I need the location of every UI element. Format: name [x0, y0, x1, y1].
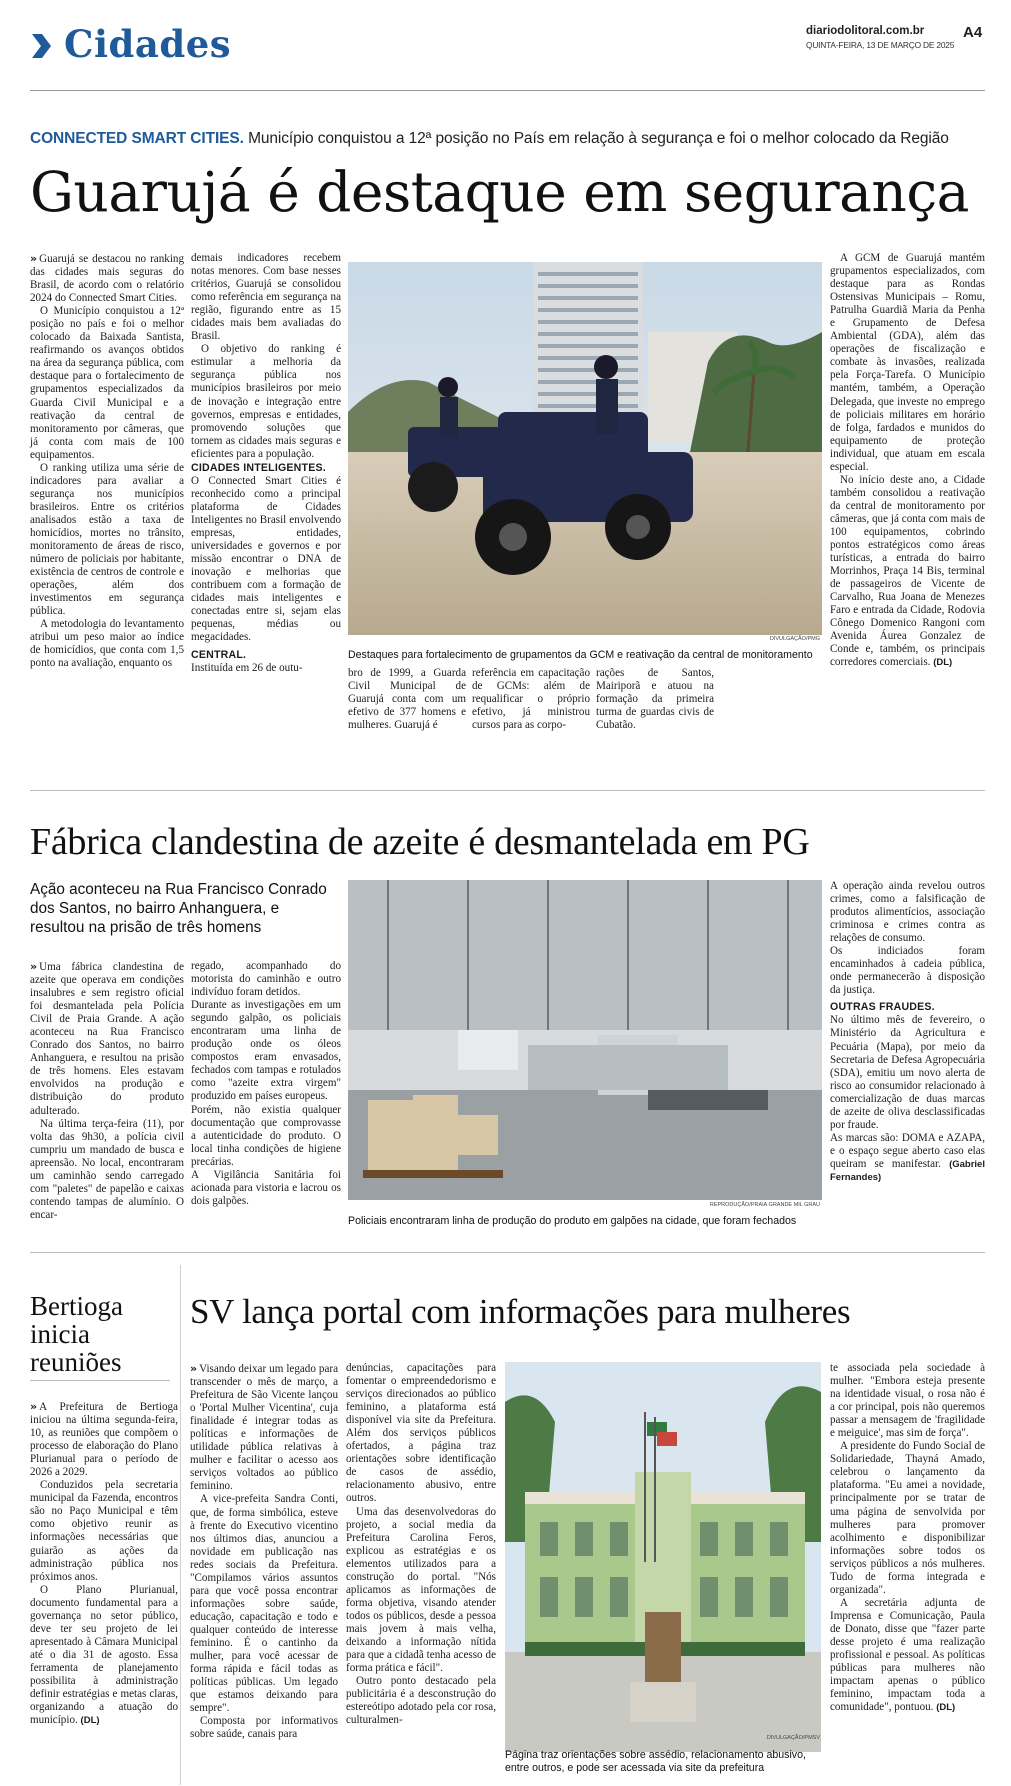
- paragraph: Outro ponto destacado pela publicitária é a desconstrução do estereótipo adotado pela cor rosa, culturalmen-: [346, 1675, 496, 1727]
- photo-caption: Destaques para fortalecimento de grupamentos da GCM e reativação da central de monitoramento: [348, 649, 813, 661]
- paragraph: A GCM de Guarujá mantém grupamentos especializados, com destaque para as Rondas Ostensivas Municipais – Romu, Patrulha Guardiã Maria da Penha e Grupamento de Defesa Ambiental (GDA), além das operações de fiscalização e combate às invasões, realizada pela Força-Tarefa. O Município mantém, também, a Operação Delegada, que investe no emprego de policiais militares em horário de folga, fardados e munidos do equipamento de proteção individual, que atuam em escala especial.: [830, 252, 985, 473]
- paragraph: A presidente do Fundo Social de Solidariedade, Thayná Amado, celebrou o lançamento da plataforma. "Eu amei a novidade, principalmente por se tratar de uma página de senvolvida por mulheres para promover acolhimento e disponibilizar informações sobre todos os serviços públicos a nós mulheres. Tudo de forma integrada e organizada".: [830, 1440, 985, 1596]
- article-column: [346, 1362, 496, 1727]
- paragraph: O Connected Smart Cities é reconhecido como a principal plataforma de Cidades Inteligentes no Brasil envolvendo empresas, entidades, universidades e governos e por missão encontrar o DNA de inovação e melhorias que contribuem com a formação de cidades mais inteligentes e conectadas entre si, sejam elas pequenas, médias ou megacidades.: [191, 474, 341, 644]
- article-column: [191, 960, 341, 1208]
- chevron-icon: »: [30, 1400, 38, 1413]
- publication-date: QUINTA-FEIRA, 13 DE MARÇO DE 2025: [806, 40, 955, 50]
- paragraph: O ranking utiliza uma série de indicadores para avaliar a segurança nos municípios brasileiros. Entre os critérios analisados estão a taxa de homicídios, mortes no trânsito, monitoramento de áreas de risco, número de policiais por habitante, existência de centros de controle e operações, além dos investimentos em segurança pública.: [30, 461, 184, 618]
- deck: Ação aconteceu na Rua Francisco Conrado dos Santos, no bairro Anhanguera, e resultou na prisão de três homens: [30, 881, 327, 936]
- paragraph: demais indicadores recebem notas menores. Com base nesses critérios, Guarujá se consolidou como referência em segurança na região, figurando entre as 15 cidades mais bem avaliadas do Brasil.: [191, 252, 341, 343]
- paragraph: No último mês de fevereiro, o Ministério da Agricultura e Pecuária (Mapa), por meio da Secretaria de Defesa Agropecuária (SDA), emitiu um novo alerta de risco ao consumidor relacionado à comercialização de duas marcas de azeite de oliva desclassificadas por fraude.: [830, 1014, 985, 1131]
- photo-fabrica-azeite: [348, 880, 822, 1200]
- paragraph: » Guarujá se destacou no ranking das cidades mais seguras do Brasil, de acordo com o relatório 2024 do Connected Smart Cities.: [30, 252, 184, 305]
- paragraph: As marcas são: DOMA e AZAPA, e o espaço segue aberto caso elas queiram se manifestar. (Gabriel Fernandes): [830, 1131, 985, 1183]
- paragraph: O objetivo do ranking é estimular a melhoria da segurança pública nos municípios brasileiros por meio de inovação e integração entre governos, empresas e entidades, promovendo soluções que tornem as cidades mais seguras e eficientes para a população.: [191, 343, 341, 460]
- headline: Guarujá é destaque em segurança: [30, 160, 969, 224]
- article-column: [348, 667, 466, 732]
- kicker-label: CONNECTED SMART CITIES.: [30, 130, 244, 147]
- paragraph: Composta por informativos sobre saúde, canais para: [190, 1715, 338, 1741]
- subheading: CIDADES INTELIGENTES.: [191, 461, 326, 474]
- headline: Bertioga inicia reuniões: [30, 1291, 123, 1377]
- paragraph: A operação ainda revelou outros crimes, como a falsificação de produtos alimentícios, associação criminosa e crimes contra as relações de consumo.: [830, 880, 985, 945]
- photo-caption: Policiais encontraram linha de produção do produto em galpões na cidade, que foram fechados: [348, 1215, 797, 1227]
- paragraph: Porém, não existia qualquer documentação que comprovasse a autenticidade do produto. O local tinha condições de higiene precárias.: [191, 1103, 341, 1168]
- article-column: [830, 1362, 985, 1714]
- article-column: [596, 667, 714, 732]
- article-column: [830, 880, 985, 1184]
- paragraph: A Vigilância Sanitária foi acionada para vistoria e lacrou os dois galpões.: [191, 1168, 341, 1207]
- paragraph: Os indiciados foram encaminhados à cadeia pública, onde permanecerão à disposição da justiça.: [830, 945, 985, 997]
- photo-credit: DIVULGAÇÃO/PMG: [769, 636, 820, 642]
- paragraph: denúncias, capacitações para fomentar o empreendedorismo e serviços direcionados ao público feminino, a plataforma está disponível via site da Prefeitura. Além dos serviços públicos ofertados, a página traz orientações sobre identificação de casos de assédio, relacionamento abusivo, entre outros.: [346, 1362, 496, 1505]
- paragraph: bro de 1999, a Guarda Civil Municipal de Guarujá conta com um efetivo de 377 homens e mulheres. Guarujá é: [348, 667, 466, 732]
- paragraph: » Uma fábrica clandestina de azeite que operava em condições insalubres e sem registro oficial foi desmantelada pela Polícia Civil de Praia Grande. A ação aconteceu na Rua Francisco Conrado dos Santos, no bairro Anhanguera, e resultou na prisão de três homens. Eles estavam envolvidos na produção e distribuição do produto adulterado.: [30, 960, 184, 1117]
- paragraph: A secretária adjunta de Imprensa e Comunicação, Paula de Donato, disse que "fazer parte desse projeto é uma realização profissional e pessoal. As políticas públicas para mulheres não impactam apenas o público feminino, impactam toda a comunidade", pontuou. (DL): [830, 1596, 985, 1714]
- section-title: Cidades: [64, 22, 232, 66]
- paragraph: Na última terça-feira (11), por volta das 9h30, a polícia civil cumpriu um mandado de busca e apreensão. No local, encontraram um caminhão sendo carregado com "paletes" de papelão e caixas contendo tampas de alumínio. O encar-: [30, 1117, 184, 1221]
- article-column: [191, 252, 341, 675]
- photo-gcm-quadriciclos: [348, 262, 822, 635]
- paragraph: Conduzidos pela secretaria municipal da Fazenda, encontros são no Paço Municipal e têm como objetivo reunir as informações necessárias que guiarão as ações da administração pública nos próximos anos.: [30, 1479, 178, 1583]
- article-column: [190, 1362, 338, 1741]
- article-kicker: [30, 130, 990, 148]
- section-header: [30, 24, 985, 84]
- paragraph: » Visando deixar um legado para transcender o mês de março, a Prefeitura de São Vicente lançou o 'Portal Mulher Vicentina', cuja finalidade é integrar todas as políticas e informações de utilidade pública relativas à mulher e facilitar o acesso aos serviços voltados ao público feminino.: [190, 1362, 338, 1493]
- chevron-icon: »: [30, 252, 38, 265]
- paragraph: te associada pela sociedade à mulher. "Embora esteja presente na identidade visual, o rosa não é a cor principal, pois não queremos passar a mensagem de 'fragilidade e meiguice', mas sim de força".: [830, 1362, 985, 1440]
- photo-credit: DIVULGAÇÃO/PMSV: [766, 1735, 820, 1741]
- paragraph: Uma das desenvolvedoras do projeto, a social media da Prefeitura Carolina Feros, explicou as estratégias e os elementos utilizados para a construção do portal. "Nós aplicamos as informações de forma objetiva, visando atender todos os públicos, desde a pessoa mais jovem à mais velha, deixando a informação nítida para que a cidadã tenha acesso de forma prática e fácil".: [346, 1505, 496, 1675]
- site-url[interactable]: diariodolitoral.com.br: [806, 25, 925, 37]
- article-column: [30, 1400, 178, 1727]
- paragraph: O Município conquistou a 12ª posição no país e foi o melhor colocado da Baixada Santista, reafirmando os avanços obtidos na área da segurança pública, com destaque para o fortalecimento de grupamentos especializados da Guarda Civil Municipal e a reativação da central de monitoramento por câmeras, que já conta com mais de 100 equipamentos.: [30, 305, 184, 461]
- photo-caption: Página traz orientações sobre assédio, relacionamento abusivo, entre outros, e pode ser acessada via site da prefeitura: [505, 1749, 806, 1774]
- paragraph: » A Prefeitura de Bertioga iniciou na última segunda-feira, 10, as reuniões que compõem o processo de elaboração do Plano Plurianual para o período de 2026 a 2029.: [30, 1400, 178, 1479]
- photo-prefeitura-sv: [505, 1362, 821, 1752]
- article-column: [30, 960, 184, 1222]
- paragraph: No início deste ano, a Cidade também consolidou a reativação da central de monitoramento por câmeras, que já conta com mais de 100 equipamentos, cobrindo pontos estratégicos como áreas turísticas, a entrada do bairro Morrinhos, Praça 14 Bis, terminal de passageiros de Vicente de Carvalho, Rua Joana de Menezes Faro e entrada da Cidade, Rodovia Cônego Domenico Rangoni com Avenida Áurea Gonzalez de Conde e, também, os principais corredores comerciais. (DL): [830, 473, 985, 669]
- chevron-right-icon: [30, 32, 52, 60]
- paragraph: regado, acompanhado do motorista do caminhão e outro indivíduo foram detidos.: [191, 960, 341, 999]
- article-column: [30, 252, 184, 671]
- photo-credit: REPRODUÇÃO/PRAIA GRANDE MIL GRAU: [709, 1202, 820, 1208]
- page-number: A4: [963, 24, 983, 41]
- paragraph: A vice-prefeita Sandra Conti, que, de forma simbólica, esteve à frente do Executivo vicentino nos últimos dias, anunciou a novidade em publicação nas redes sociais da Prefeitura. "Compilamos vários assuntos para que você possa encontrar informações sobre saúde, educação, capacitação e todo e qualquer conteúdo de interesse feminino. É o cantinho da mulher, para você acessar de forma rápida e fácil todas as políticas públicas. Um legado que estamos deixando para sempre".: [190, 1493, 338, 1715]
- paragraph: Durante as investigações em um segundo galpão, os policiais encontraram uma linha de produção onde os óleos compostos eram envasados, fechados com tampas e rotulados como "azeite extra virgem" produzido em países europeus.: [191, 999, 341, 1103]
- subheading: CENTRAL.: [191, 649, 247, 662]
- paragraph: rações de Santos, Mairiporã e atuou na formação da primeira turma de guardas civis de Cubatão.: [596, 667, 714, 732]
- paragraph: A metodologia do levantamento atribui um peso maior ao índice de homicídios, que conta com 1,5 ponto na avaliação, enquanto os: [30, 618, 184, 670]
- paragraph: O Plano Plurianual, documento fundamental para a governança no setor público, deve ter seu projeto de lei apresentado à Câmara Municipal até o dia 31 de agosto. Essa ferramenta de planejamento possibilita à administração definir estratégias e metas claras, organizando a atuação do município. (DL): [30, 1583, 178, 1727]
- headline: SV lança portal com informações para mulheres: [190, 1292, 851, 1331]
- article-column: [472, 667, 590, 732]
- headline: Fábrica clandestina de azeite é desmantelada em PG: [30, 821, 810, 863]
- chevron-icon: »: [30, 960, 38, 973]
- chevron-icon: »: [190, 1362, 198, 1375]
- paragraph: referência em capacitação de GCMs: além de requalificar o próprio efetivo, já ministrou cursos para as corpo-: [472, 667, 590, 732]
- article-column: [830, 252, 985, 670]
- subheading: OUTRAS FRAUDES.: [830, 1001, 935, 1014]
- paragraph: Instituída em 26 de outu-: [191, 662, 303, 675]
- kicker-text: Município conquistou a 12ª posição no País em relação à segurança e foi o melhor colocado da Região: [248, 130, 949, 147]
